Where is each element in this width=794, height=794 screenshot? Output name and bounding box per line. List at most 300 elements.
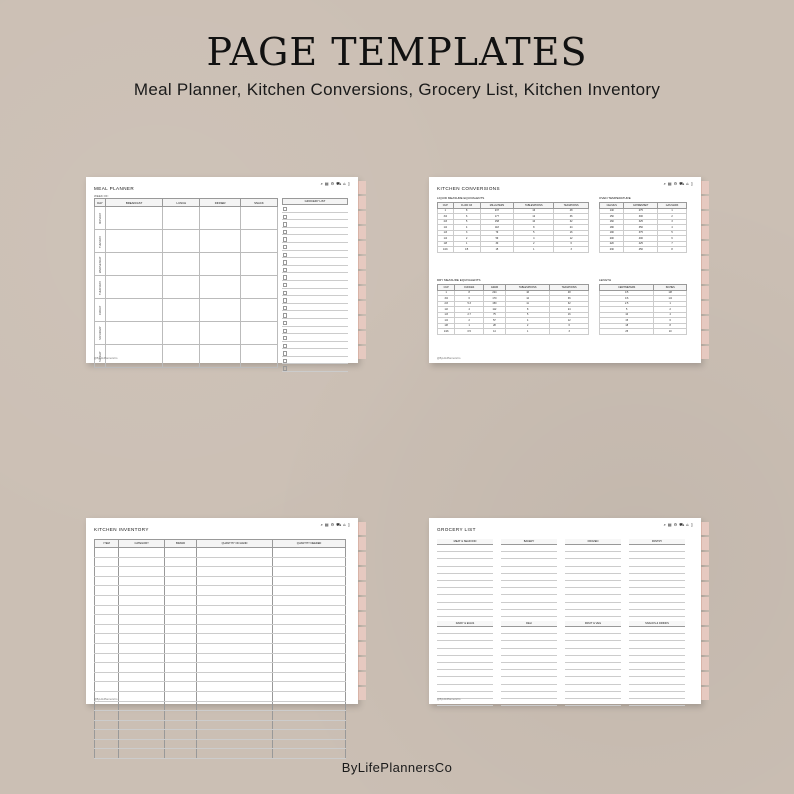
grocery-line[interactable] [629,574,685,581]
side-tab[interactable] [358,672,366,685]
meal-cell[interactable] [240,322,277,345]
table-cell[interactable] [197,605,273,615]
grocery-line[interactable] [282,289,348,297]
grocery-line[interactable] [437,610,493,617]
table-cell[interactable] [119,586,165,596]
search-icon[interactable]: ⌕ [320,522,323,527]
table-cell[interactable] [95,653,119,663]
grocery-line[interactable] [501,610,557,617]
table-cell[interactable] [197,576,273,586]
grocery-line[interactable] [282,349,348,357]
side-tab[interactable] [358,241,366,254]
grocery-line[interactable] [282,319,348,327]
table-cell[interactable] [119,749,165,759]
meal-cell[interactable] [200,230,240,253]
table-cell[interactable] [119,557,165,567]
meal-cell[interactable] [106,322,163,345]
grocery-line[interactable] [437,552,493,559]
grocery-line[interactable] [565,574,621,581]
side-tab[interactable] [358,687,366,700]
grocery-line[interactable] [629,685,685,692]
grocery-line[interactable] [437,641,493,648]
table-cell[interactable] [197,701,273,711]
grocery-line[interactable] [282,235,348,243]
grocery-line[interactable] [501,685,557,692]
search-icon[interactable]: ⌕ [663,522,666,527]
grocery-line[interactable] [501,699,557,706]
grocery-line[interactable] [629,649,685,656]
meal-cell[interactable] [163,322,200,345]
search-icon[interactable]: ⌕ [663,181,666,186]
grocery-line[interactable] [437,663,493,670]
table-cell[interactable] [119,730,165,740]
side-tab[interactable] [701,522,709,535]
table-cell[interactable] [95,672,119,682]
table-cell[interactable] [273,586,346,596]
side-tab[interactable] [358,211,366,224]
table-cell[interactable] [95,548,119,558]
grocery-line[interactable] [565,581,621,588]
table-cell[interactable] [273,730,346,740]
table-cell[interactable] [165,701,197,711]
grocery-line[interactable] [565,656,621,663]
table-cell[interactable] [165,586,197,596]
document-icon[interactable]: ▯ [347,522,350,527]
grocery-line[interactable] [282,311,348,319]
calendar-icon[interactable]: ▦ [667,522,672,527]
table-cell[interactable] [119,634,165,644]
grocery-line[interactable] [565,559,621,566]
grocery-line[interactable] [629,567,685,574]
grocery-line[interactable] [565,545,621,552]
table-cell[interactable] [95,586,119,596]
grocery-line[interactable] [565,603,621,610]
meal-cell[interactable] [240,299,277,322]
table-cell[interactable] [273,691,346,701]
grocery-line[interactable] [501,552,557,559]
grocery-line[interactable] [629,641,685,648]
table-cell[interactable] [165,567,197,577]
grocery-line[interactable] [629,670,685,677]
grocery-line[interactable] [565,552,621,559]
grocery-line[interactable] [629,552,685,559]
grocery-line[interactable] [282,243,348,251]
side-tab[interactable] [358,627,366,640]
side-tab[interactable] [701,211,709,224]
table-cell[interactable] [95,615,119,625]
table-cell[interactable] [119,720,165,730]
grocery-line[interactable] [282,342,348,350]
meal-cell[interactable] [240,253,277,276]
table-cell[interactable] [95,624,119,634]
grocery-line[interactable] [282,334,348,342]
grocery-line[interactable] [629,603,685,610]
table-cell[interactable] [95,730,119,740]
grocery-line[interactable] [282,364,348,372]
table-cell[interactable] [197,682,273,692]
table-cell[interactable] [165,548,197,558]
meal-cell[interactable] [200,345,240,368]
table-cell[interactable] [273,576,346,586]
grocery-line[interactable] [282,296,348,304]
meal-cell[interactable] [163,230,200,253]
grocery-line[interactable] [565,699,621,706]
table-cell[interactable] [165,576,197,586]
table-cell[interactable] [119,595,165,605]
grocery-line[interactable] [437,627,493,634]
side-tab[interactable] [358,567,366,580]
grocery-line[interactable] [501,670,557,677]
table-cell[interactable] [197,567,273,577]
grocery-line[interactable] [629,545,685,552]
grocery-line[interactable] [629,699,685,706]
grocery-line[interactable] [282,251,348,259]
table-cell[interactable] [273,653,346,663]
table-cell[interactable] [165,711,197,721]
grocery-line[interactable] [282,281,348,289]
meal-cell[interactable] [163,299,200,322]
side-tab[interactable] [358,301,366,314]
grocery-line[interactable] [629,692,685,699]
table-cell[interactable] [165,730,197,740]
table-cell[interactable] [119,691,165,701]
table-cell[interactable] [95,682,119,692]
meal-cell[interactable] [163,276,200,299]
table-cell[interactable] [165,691,197,701]
table-cell[interactable] [95,701,119,711]
grocery-line[interactable] [437,670,493,677]
table-cell[interactable] [197,663,273,673]
grocery-line[interactable] [629,588,685,595]
grocery-line[interactable] [282,205,348,213]
grocery-line[interactable] [501,692,557,699]
table-cell[interactable] [197,557,273,567]
grocery-line[interactable] [501,574,557,581]
table-cell[interactable] [197,586,273,596]
table-cell[interactable] [197,730,273,740]
grocery-line[interactable] [565,588,621,595]
meal-cell[interactable] [106,345,163,368]
side-tab[interactable] [701,331,709,344]
table-cell[interactable] [165,739,197,749]
table-cell[interactable] [165,605,197,615]
grocery-line[interactable] [501,545,557,552]
side-tab[interactable] [358,316,366,329]
document-icon[interactable]: ▯ [347,181,350,186]
home-icon[interactable]: ⌂ [343,522,346,527]
side-tab[interactable] [701,346,709,359]
side-tab[interactable] [358,226,366,239]
meal-cell[interactable] [200,253,240,276]
grocery-line[interactable] [501,559,557,566]
table-cell[interactable] [197,691,273,701]
grocery-line[interactable] [629,627,685,634]
table-cell[interactable] [197,634,273,644]
side-tab[interactable] [701,256,709,269]
table-cell[interactable] [119,576,165,586]
grocery-line[interactable] [565,649,621,656]
side-tab[interactable] [701,241,709,254]
grocery-line[interactable] [437,581,493,588]
meal-cell[interactable] [240,230,277,253]
side-tab[interactable] [358,331,366,344]
settings-icon[interactable]: ⚙ [330,181,335,186]
table-cell[interactable] [119,643,165,653]
grocery-line[interactable] [565,670,621,677]
grocery-line[interactable] [565,634,621,641]
grocery-line[interactable] [437,574,493,581]
table-cell[interactable] [273,711,346,721]
side-tab[interactable] [701,537,709,550]
grocery-line[interactable] [565,677,621,684]
grocery-line[interactable] [437,588,493,595]
meal-cell[interactable] [200,299,240,322]
table-cell[interactable] [197,624,273,634]
meal-cell[interactable] [240,345,277,368]
table-cell[interactable] [119,624,165,634]
grocery-line[interactable] [501,649,557,656]
grocery-line[interactable] [501,595,557,602]
table-cell[interactable] [273,557,346,567]
grocery-line[interactable] [629,581,685,588]
meal-cell[interactable] [163,345,200,368]
meal-cell[interactable] [240,276,277,299]
meal-cell[interactable] [200,322,240,345]
grocery-line[interactable] [282,327,348,335]
table-cell[interactable] [197,711,273,721]
grocery-line[interactable] [629,595,685,602]
table-cell[interactable] [273,548,346,558]
side-tab[interactable] [358,181,366,194]
grocery-line[interactable] [437,567,493,574]
grocery-line[interactable] [629,663,685,670]
side-tab[interactable] [358,537,366,550]
side-tab[interactable] [358,642,366,655]
table-cell[interactable] [165,557,197,567]
table-cell[interactable] [165,663,197,673]
home-icon[interactable]: ⌂ [686,181,689,186]
side-tab[interactable] [701,582,709,595]
table-cell[interactable] [165,720,197,730]
side-tab[interactable] [358,612,366,625]
grocery-line[interactable] [501,634,557,641]
grocery-line[interactable] [437,634,493,641]
table-cell[interactable] [95,557,119,567]
table-cell[interactable] [119,653,165,663]
side-tab[interactable] [701,657,709,670]
side-tab[interactable] [358,597,366,610]
table-cell[interactable] [165,615,197,625]
side-tab[interactable] [358,657,366,670]
grocery-line[interactable] [437,677,493,684]
grocery-line[interactable] [629,634,685,641]
table-cell[interactable] [273,605,346,615]
grocery-line[interactable] [437,545,493,552]
grocery-line[interactable] [565,641,621,648]
grocery-line[interactable] [629,656,685,663]
grocery-line[interactable] [437,649,493,656]
grocery-line[interactable] [282,266,348,274]
table-cell[interactable] [197,749,273,759]
table-cell[interactable] [119,739,165,749]
cart-icon[interactable]: ⛟ [336,522,342,527]
table-cell[interactable] [119,672,165,682]
table-cell[interactable] [95,595,119,605]
side-tab[interactable] [701,181,709,194]
side-tab[interactable] [701,286,709,299]
table-cell[interactable] [119,605,165,615]
search-icon[interactable]: ⌕ [320,181,323,186]
side-tab[interactable] [701,627,709,640]
meal-cell[interactable] [240,207,277,230]
table-cell[interactable] [119,615,165,625]
grocery-line[interactable] [282,213,348,221]
table-cell[interactable] [165,624,197,634]
meal-cell[interactable] [106,276,163,299]
grocery-line[interactable] [437,595,493,602]
table-cell[interactable] [273,624,346,634]
grocery-line[interactable] [565,627,621,634]
grocery-line[interactable] [437,559,493,566]
side-tab[interactable] [358,582,366,595]
grocery-line[interactable] [437,685,493,692]
table-cell[interactable] [95,711,119,721]
document-icon[interactable]: ▯ [690,522,693,527]
table-cell[interactable] [165,595,197,605]
grocery-line[interactable] [565,567,621,574]
grocery-line[interactable] [282,228,348,236]
grocery-line[interactable] [565,692,621,699]
meal-cell[interactable] [106,299,163,322]
side-tab[interactable] [701,271,709,284]
grocery-line[interactable] [501,663,557,670]
grocery-line[interactable] [282,220,348,228]
table-cell[interactable] [119,682,165,692]
side-tab[interactable] [701,642,709,655]
table-cell[interactable] [273,643,346,653]
side-tab[interactable] [358,256,366,269]
grocery-line[interactable] [282,273,348,281]
settings-icon[interactable]: ⚙ [330,522,335,527]
side-tab[interactable] [701,567,709,580]
cart-icon[interactable]: ⛟ [336,181,342,186]
table-cell[interactable] [273,615,346,625]
side-tab[interactable] [358,271,366,284]
table-cell[interactable] [95,576,119,586]
side-tab[interactable] [358,522,366,535]
table-cell[interactable] [165,672,197,682]
document-icon[interactable]: ▯ [690,181,693,186]
grocery-line[interactable] [282,258,348,266]
settings-icon[interactable]: ⚙ [673,181,678,186]
table-cell[interactable] [165,643,197,653]
grocery-line[interactable] [501,581,557,588]
grocery-line[interactable] [501,677,557,684]
cart-icon[interactable]: ⛟ [679,522,685,527]
table-cell[interactable] [273,749,346,759]
table-cell[interactable] [95,720,119,730]
grocery-line[interactable] [437,603,493,610]
meal-cell[interactable] [200,207,240,230]
grocery-line[interactable] [437,656,493,663]
side-tab[interactable] [701,196,709,209]
table-cell[interactable] [119,663,165,673]
table-cell[interactable] [197,595,273,605]
side-tab[interactable] [701,316,709,329]
grocery-line[interactable] [629,677,685,684]
meal-cell[interactable] [106,230,163,253]
table-cell[interactable] [197,720,273,730]
table-cell[interactable] [95,749,119,759]
side-tab[interactable] [701,301,709,314]
table-cell[interactable] [197,739,273,749]
table-cell[interactable] [95,605,119,615]
table-cell[interactable] [273,595,346,605]
side-tab[interactable] [358,196,366,209]
meal-cell[interactable] [106,207,163,230]
grocery-line[interactable] [629,610,685,617]
table-cell[interactable] [165,634,197,644]
grocery-line[interactable] [501,656,557,663]
calendar-icon[interactable]: ▦ [667,181,672,186]
table-cell[interactable] [95,634,119,644]
calendar-icon[interactable]: ▦ [324,522,329,527]
side-tab[interactable] [701,226,709,239]
table-cell[interactable] [273,567,346,577]
table-cell[interactable] [197,643,273,653]
side-tab[interactable] [701,597,709,610]
grocery-line[interactable] [565,685,621,692]
home-icon[interactable]: ⌂ [343,181,346,186]
side-tab[interactable] [701,612,709,625]
settings-icon[interactable]: ⚙ [673,522,678,527]
table-cell[interactable] [273,682,346,692]
meal-cell[interactable] [106,253,163,276]
side-tab[interactable] [701,552,709,565]
table-cell[interactable] [95,567,119,577]
table-cell[interactable] [273,720,346,730]
table-cell[interactable] [165,682,197,692]
table-cell[interactable] [165,653,197,663]
table-cell[interactable] [95,663,119,673]
table-cell[interactable] [273,701,346,711]
side-tab[interactable] [701,672,709,685]
table-cell[interactable] [95,643,119,653]
table-cell[interactable] [95,739,119,749]
grocery-line[interactable] [282,304,348,312]
meal-cell[interactable] [200,276,240,299]
cart-icon[interactable]: ⛟ [679,181,685,186]
grocery-line[interactable] [565,595,621,602]
table-cell[interactable] [273,672,346,682]
table-cell[interactable] [119,711,165,721]
side-tab[interactable] [358,346,366,359]
table-cell[interactable] [119,701,165,711]
meal-cell[interactable] [163,207,200,230]
grocery-line[interactable] [501,641,557,648]
table-cell[interactable] [197,548,273,558]
table-cell[interactable] [273,634,346,644]
table-cell[interactable] [273,663,346,673]
table-cell[interactable] [165,749,197,759]
side-tab[interactable] [358,286,366,299]
grocery-line[interactable] [629,559,685,566]
table-cell[interactable] [197,615,273,625]
grocery-line[interactable] [501,603,557,610]
meal-cell[interactable] [163,253,200,276]
grocery-line[interactable] [565,663,621,670]
calendar-icon[interactable]: ▦ [324,181,329,186]
